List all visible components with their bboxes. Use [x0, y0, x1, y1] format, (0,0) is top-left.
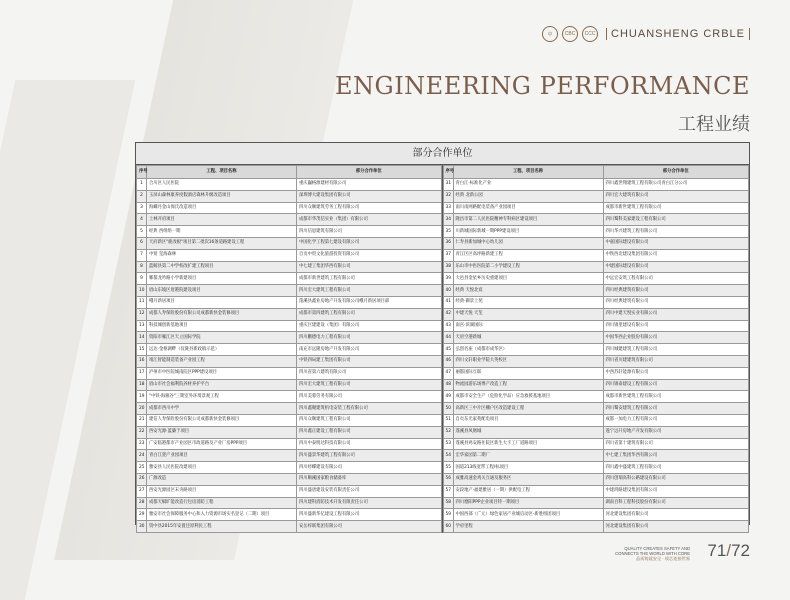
row-number: 41	[443, 296, 453, 308]
brand-name: CHUANSHENG CRBLE	[606, 28, 750, 40]
project-name: 西安光源·蓝廉于项目	[147, 426, 297, 438]
project-name: 蓬溪县鸡安路住院区新生大卡工厂道路项目	[453, 438, 603, 450]
partner-unit: 四川信思建筑有限公司	[297, 226, 442, 238]
partner-unit: 成都市华茂信实业（集团）有限公司	[297, 214, 442, 226]
project-name: 安段地产·福建雅居（一期）供配电工程	[453, 485, 603, 497]
row-number: 37	[443, 249, 453, 261]
project-name: 广源改造	[147, 473, 297, 485]
table-row	[137, 414, 442, 426]
table-row	[443, 344, 749, 356]
row-number: 50	[443, 403, 453, 415]
partner-unit: 中七建工集团华西有限公司	[603, 450, 749, 462]
row-number: 8	[137, 261, 147, 273]
row-number: 53	[443, 438, 453, 450]
row-number: 27	[137, 485, 147, 497]
table-row	[443, 462, 749, 474]
partner-unit: 成都一加电力工程有限公司	[603, 414, 749, 426]
row-number: 36	[443, 237, 453, 249]
row-number: 14	[137, 332, 147, 344]
project-name: 建信人寿保险股份有限公司成都新快金装修项目	[147, 414, 297, 426]
row-number: 25	[137, 462, 147, 474]
table-row	[443, 296, 749, 308]
row-number: 52	[443, 426, 453, 438]
partner-unit: 四川省第六建筑有限公司	[297, 367, 442, 379]
project-name: 蓬溪县凤凰城	[453, 426, 603, 438]
table-row	[137, 202, 442, 214]
page-numbers	[707, 541, 750, 561]
row-number: 49	[443, 391, 453, 403]
project-name: 高新区三中片区棚户区改造建设工程	[453, 403, 603, 415]
project-name: 西安光源园区末央路项目	[147, 485, 297, 497]
row-number: 40	[443, 285, 453, 297]
row-number: 4	[137, 214, 147, 226]
row-number: 51	[443, 414, 453, 426]
partner-unit: 四川盛景华建筑工程有限公司	[297, 450, 442, 462]
table-row	[137, 450, 442, 462]
row-number: 3	[137, 202, 147, 214]
table-row	[443, 521, 749, 533]
project-name: 泸州市中医院城南院区PPP建设项目	[147, 367, 297, 379]
table-column-left	[136, 165, 443, 533]
project-name: 上林开府项目	[147, 214, 297, 226]
partners-table-right	[443, 165, 750, 533]
project-name: 物流园游乐场博产改造工程	[453, 379, 603, 391]
partner-unit: 四川鑫中盛建筑工程有限公司	[603, 462, 749, 474]
table-row	[443, 426, 749, 438]
project-name: 广安临港都市产业园区市政道路及产业厂房PPP项目	[147, 438, 297, 450]
project-name: 成都市西川中学	[147, 403, 297, 415]
partner-unit: 河北建设集团有限公司	[603, 509, 749, 521]
partner-unit: 四川盛唐建设安装有限责任公司	[297, 485, 442, 497]
partner-unit: 中国化学工程第七建设有限公司	[297, 237, 442, 249]
table-row	[137, 273, 442, 285]
table-row	[137, 214, 442, 226]
header-project: 工程、项目名称	[147, 166, 297, 179]
row-number: 20	[137, 403, 147, 415]
project-name: 峨月新居项目	[147, 296, 297, 308]
partner-unit: 四川中泰明达科技有限公司	[297, 438, 442, 450]
table-row	[137, 332, 442, 344]
partner-unit: 湖南百科工程科技股份有限公司	[603, 497, 749, 509]
project-name: 成都人寿保险股份有限公司成都新快金装修项目	[147, 308, 297, 320]
table-row	[137, 485, 442, 497]
row-number: 34	[443, 214, 453, 226]
project-name: 海螺丹金山保氏改造项目	[147, 202, 297, 214]
partner-unit: 四川蜀安建筑工程有限公司	[603, 403, 749, 415]
row-number: 16	[137, 355, 147, 367]
row-number: 29	[137, 509, 147, 521]
table-row	[137, 403, 442, 415]
partner-unit: 四川蜀科美家建设工程有限公司	[603, 214, 749, 226]
header-unit: 部分合作单位	[603, 166, 749, 179]
partner-unit: 中七建工集团华西有限公司	[297, 261, 442, 273]
project-name: 丽都国际互联	[453, 367, 603, 379]
project-name: 青白江瓷产业园项目	[147, 450, 297, 462]
row-number: 39	[443, 273, 453, 285]
table-row	[137, 308, 442, 320]
partner-unit: 四川鹏德电力工程有限公司	[297, 332, 442, 344]
project-name: 资中县2015年安置还原利民工程	[147, 521, 297, 533]
project-name: 四川文轩职业学院大英校区	[453, 355, 603, 367]
certification-badge-icon: 中	[542, 26, 558, 42]
project-name: 乐山市中医医院第二小学建设工程	[453, 261, 603, 273]
row-number: 15	[137, 344, 147, 356]
table-row	[137, 391, 442, 403]
partner-unit: 自贡中贸文化旅游投资有限公司	[297, 249, 442, 261]
project-name: 眉山市社会福利院养材养护平台	[147, 379, 297, 391]
table-row	[137, 320, 442, 332]
row-number: 19	[137, 391, 147, 403]
table-row	[137, 249, 442, 261]
project-name: 天府新区"鹿改板"项目第二批次16条道路建设工程	[147, 237, 297, 249]
partner-unit: 中铁西北建设集团有限公司	[603, 249, 749, 261]
header-no: 序号	[137, 166, 147, 179]
partner-unit: 中国华西企业股份有限公司	[603, 332, 749, 344]
table-row	[137, 379, 442, 391]
table-row	[443, 414, 749, 426]
partner-unit: 四川鑫聚建筑机电安装工程有限公司	[297, 403, 442, 415]
project-name: 四川德阳PPP企业项目特一期项目	[453, 497, 603, 509]
project-name: 学府里程	[453, 521, 603, 533]
row-number: 48	[443, 379, 453, 391]
project-name: 合川区人民医院	[147, 179, 297, 191]
row-number: 5	[137, 226, 147, 238]
project-name: 眉山东坡区眉港院建设项目	[147, 285, 297, 297]
table-row	[443, 214, 749, 226]
project-name: 雅安县人民医院改建项目	[147, 462, 297, 474]
table-row	[443, 320, 749, 332]
table-row	[137, 426, 442, 438]
row-number: 24	[137, 450, 147, 462]
row-number: 44	[443, 332, 453, 344]
partner-unit: 成都市新世建筑工程有限公司	[297, 273, 442, 285]
row-number: 11	[137, 296, 147, 308]
table-row	[443, 190, 749, 202]
page-subtitle: 工程业绩	[678, 114, 750, 135]
table-row	[137, 285, 442, 297]
table-row	[443, 438, 749, 450]
table-row	[443, 379, 749, 391]
partner-unit: 四川顺溪国家粮食储备库	[297, 473, 442, 485]
partner-unit: 深圳博大建设集团有限公司	[297, 190, 442, 202]
row-number: 12	[137, 308, 147, 320]
partner-unit: 四川众顺建筑劳务工程有限公司	[297, 202, 442, 214]
partner-unit: 蓬溪县鑫业房地产开发有限公司峨月新居项目部	[297, 296, 442, 308]
table-row	[443, 226, 749, 238]
partners-table-left	[136, 165, 442, 533]
table-row	[443, 261, 749, 273]
project-name: 南川南网路配电装备产业园项目	[453, 202, 603, 214]
row-number: 2	[137, 190, 147, 202]
partner-unit: 河北建设集团有限公司	[603, 521, 749, 533]
table-row	[443, 273, 749, 285]
row-number: 7	[137, 249, 147, 261]
row-number: 47	[443, 367, 453, 379]
tagline-cn: 品质铸就安全 · 线芯连接世界	[636, 556, 690, 561]
partners-table	[135, 142, 750, 529]
project-name: 宏华家园第二期厂	[453, 450, 603, 462]
row-number: 55	[443, 462, 453, 474]
row-number: 22	[137, 426, 147, 438]
partner-unit: 四川经蝶建设有限公司	[297, 462, 442, 474]
project-name: 蓝鲸县第二中学校改扩建工程项目	[147, 261, 297, 273]
table-row	[443, 237, 749, 249]
project-name: 成都天赋旷能改造行包房消防工程	[147, 497, 297, 509]
partner-unit: 四川鑫世翔建筑工程有限公司青白江分公司	[603, 179, 749, 191]
partner-unit: 中嘉国际建设有限公司	[603, 237, 749, 249]
table-column-right	[443, 165, 750, 533]
row-number: 42	[443, 308, 453, 320]
row-number: 35	[443, 226, 453, 238]
table-row	[443, 391, 749, 403]
partner-unit: 重庆巍格源建材有限公司	[297, 179, 442, 191]
partner-unit: 四川华兴建筑工程有限公司	[603, 226, 749, 238]
row-number: 18	[137, 379, 147, 391]
row-number: 56	[443, 473, 453, 485]
footer-tagline	[615, 546, 690, 561]
table-row	[443, 202, 749, 214]
project-name: 经典·御景上苑	[453, 296, 603, 308]
partner-unit: 成都市第四建筑工程有限公司	[297, 308, 442, 320]
table-row	[443, 367, 749, 379]
partner-unit: 四川鑫正建设工程有限公司	[297, 426, 442, 438]
table-row	[443, 285, 749, 297]
table-row	[137, 462, 442, 474]
table-row	[443, 473, 749, 485]
partner-unit: 南充市远隆房地产开发有限公司	[297, 344, 442, 356]
partner-unit: 四川省第十建筑有限公司	[603, 438, 749, 450]
row-number: 21	[137, 414, 147, 426]
partner-unit: 中远宏安筑工程有限公司	[603, 273, 749, 285]
project-name: 自贡东光家苑配电项目	[453, 414, 603, 426]
page-separator: /	[726, 541, 732, 560]
table-row	[137, 521, 442, 533]
page-number-right: 72	[731, 541, 750, 560]
table-row	[137, 509, 442, 521]
row-number: 13	[137, 320, 147, 332]
partner-unit: 四川宏大建筑工程有限公司	[297, 285, 442, 297]
table-row	[137, 473, 442, 485]
table-row	[443, 497, 749, 509]
project-name: 科技城创新基地项目	[147, 320, 297, 332]
partner-unit: 四川经典建筑有限公司	[603, 296, 749, 308]
partner-unit: 四川中建天悦实业有限公司	[603, 308, 749, 320]
row-number: 46	[443, 355, 453, 367]
row-number: 33	[443, 202, 453, 214]
project-name: 成雅高速金鸡关互通及服务区	[453, 473, 603, 485]
project-name: 青江区区高坪路新建工程	[453, 249, 603, 261]
project-name: 弘创名座（成都市成华区）	[453, 344, 603, 356]
partner-unit: 中建鸿路建设集团有限公司	[603, 485, 749, 497]
project-name: 仁寿县新加城中心幼儿园	[453, 237, 603, 249]
project-name: 远达·金枢湖畔（仪陇县新政镇示范）	[147, 344, 297, 356]
header-unit: 部分合作单位	[297, 166, 442, 179]
row-number: 23	[137, 438, 147, 450]
page-number-left: 71	[707, 541, 727, 560]
table-row	[443, 509, 749, 521]
row-number: 1	[137, 179, 147, 191]
project-name: 成都市安全生产（危险化学品）应急救援基地项目	[453, 391, 603, 403]
row-number: 45	[443, 344, 453, 356]
row-number: 17	[137, 367, 147, 379]
table-row	[137, 179, 442, 191]
table-row	[137, 261, 442, 273]
project-name: 经典 西组组一期	[147, 226, 297, 238]
project-name: 大邑县金星乡历史重建项目	[453, 273, 603, 285]
project-name: 靖江智能制造装备产业园工程	[147, 355, 297, 367]
partner-unit: 成都市新世建筑工程有限公司	[603, 391, 749, 403]
partner-unit: 安岳梓联集团有限公司	[297, 521, 442, 533]
table-row	[137, 226, 442, 238]
row-number: 60	[443, 521, 453, 533]
table-row	[443, 485, 749, 497]
tagline-line: CONNECTS THE WORLD WITH CORE	[615, 551, 690, 556]
project-name: 国道213线宽带工程/标项目	[453, 462, 603, 474]
header-project: 工程、项目名称	[453, 166, 603, 179]
project-name: 隆昌市第二人民医院精神专科病区建设项目	[453, 214, 603, 226]
row-number: 43	[443, 320, 453, 332]
table-row	[443, 179, 749, 191]
project-name: 中国西部（广元）绿色家居产业城启动区-新胜组团项目	[453, 509, 603, 521]
partner-unit: 四川盛新华亿建设工程有限公司	[297, 509, 442, 521]
project-name: 青白江·标准化产业	[453, 179, 603, 191]
partner-unit: 成都市新世建筑工程有限公司	[603, 202, 749, 214]
partner-unit: 遂宁远升房地产开发有限公司	[603, 426, 749, 438]
row-number: 31	[443, 179, 453, 191]
row-number: 30	[137, 521, 147, 533]
table-row	[443, 403, 749, 415]
partner-unit: 四川经典建筑有限公司	[603, 285, 749, 297]
row-number: 59	[443, 509, 453, 521]
project-name: 郫都龙吟路小学新建项目	[147, 273, 297, 285]
partner-unit: 四川宏大建筑工程有限公司	[297, 379, 442, 391]
partner-unit: 四川锦里建设有限公司	[603, 320, 749, 332]
header-no: 序号	[443, 166, 453, 179]
project-name: 经典 天悦北宸	[453, 285, 603, 297]
row-number: 32	[443, 190, 453, 202]
project-name: 南宫·滨湖国际	[453, 320, 603, 332]
partner-unit: 中铁四局建工集团有限公司	[297, 355, 442, 367]
partner-unit: 四川创瑞高科公路建设有限公司	[603, 473, 749, 485]
project-name: "中铁·海雁谷"三期室外环境景观工程	[147, 391, 297, 403]
project-name: 中贸 玺海森林	[147, 249, 297, 261]
table-row	[137, 355, 442, 367]
row-number: 58	[443, 497, 453, 509]
table-row	[137, 438, 442, 450]
tagline-line: QUALITY CREATES SAFETY AND	[624, 546, 690, 551]
page-title: ENGINEERING PERFORMANCE	[335, 72, 750, 100]
partner-unit: 中建国际建设有限公司	[603, 261, 749, 273]
table-row	[137, 344, 442, 356]
project-name: 玉屏山森林康养度假酒店森林升级改造项目	[147, 190, 297, 202]
table-row	[443, 249, 749, 261]
table-row	[137, 190, 442, 202]
partner-unit: 四川宏大建筑有限公司	[603, 190, 749, 202]
table-row	[443, 355, 749, 367]
partner-unit: 四川美蓉劳务有限公司	[297, 391, 442, 403]
row-number: 38	[443, 261, 453, 273]
partner-unit: 四川省川建建筑有限公司	[603, 355, 749, 367]
row-number: 26	[137, 473, 147, 485]
table-row	[137, 367, 442, 379]
table-row	[137, 497, 442, 509]
header-logo	[542, 26, 750, 42]
project-name: 中建天悦 天玺	[453, 308, 603, 320]
partner-unit: 四川众顺建筑工程有限公司	[297, 414, 442, 426]
certification-badge-icon: CBC	[562, 26, 578, 42]
table-row	[443, 332, 749, 344]
table-row	[443, 450, 749, 462]
partner-unit: 四川城建建筑工程有限公司	[603, 344, 749, 356]
row-number: 9	[137, 273, 147, 285]
table-row	[137, 296, 442, 308]
partner-unit: 中西苏轩能源有限公司	[603, 367, 749, 379]
certification-badge-icon: CCC	[582, 26, 598, 42]
project-name: 天府空港新城	[453, 332, 603, 344]
row-number: 57	[443, 485, 453, 497]
row-number: 54	[443, 450, 453, 462]
project-name: 雅安市社会保障服务中心和入力资源市场实名登记（二期）项目	[147, 509, 297, 521]
project-name: 经典 北新公园	[453, 190, 603, 202]
row-number: 28	[137, 497, 147, 509]
table-row	[137, 237, 442, 249]
project-name: 资阳市雁江区天立国际学院	[147, 332, 297, 344]
table-title: 部分合作单位	[136, 143, 749, 165]
partner-unit: 四川锦泰建设工程有限公司	[603, 379, 749, 391]
partner-unit: 四川建科消防技术开发有限责任公司	[297, 497, 442, 509]
table-row	[443, 308, 749, 320]
row-number: 10	[137, 285, 147, 297]
project-name: 川新城国际新城一期PPP建设项目	[453, 226, 603, 238]
partner-unit: 重庆巨建建设（集团）有限公司	[297, 320, 442, 332]
row-number: 6	[137, 237, 147, 249]
